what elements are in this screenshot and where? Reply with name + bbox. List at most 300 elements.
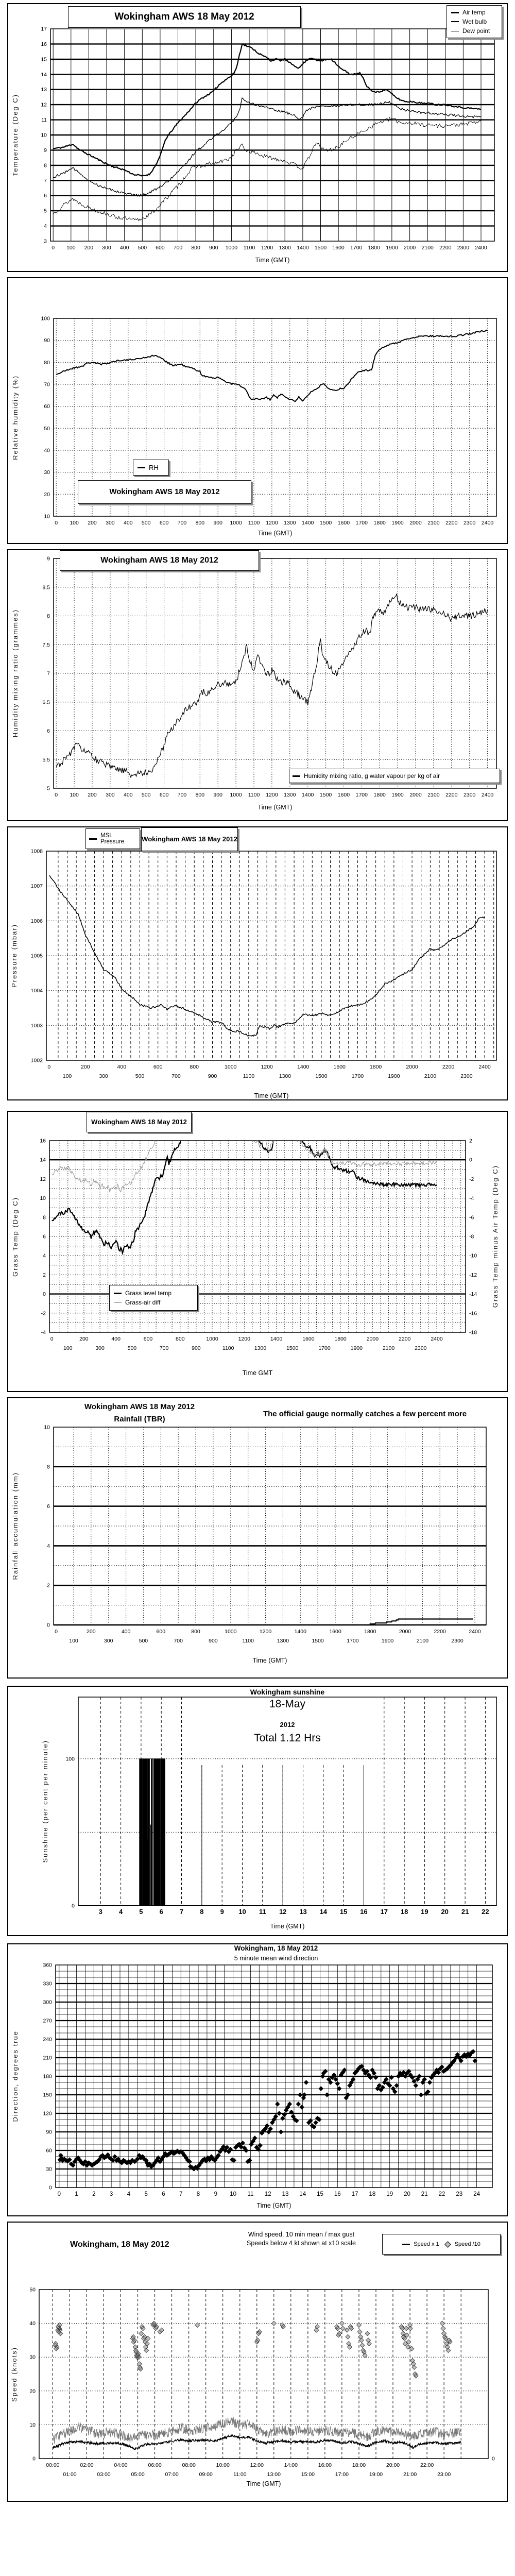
y-axis-title: Speed (knots) (10, 2346, 18, 2402)
svg-text:90: 90 (46, 2129, 52, 2136)
svg-text:16:00: 16:00 (318, 2462, 332, 2468)
sunshine-date: 18-May (133, 1698, 442, 1710)
svg-text:14: 14 (299, 2191, 306, 2197)
svg-text:300: 300 (102, 245, 111, 251)
grass-temp-plot (8, 1112, 507, 1391)
svg-text:1000: 1000 (206, 1336, 218, 1342)
svg-text:300: 300 (99, 1073, 108, 1079)
svg-text:1200: 1200 (266, 520, 278, 526)
svg-text:500: 500 (141, 792, 151, 798)
svg-text:-16: -16 (469, 1310, 477, 1317)
svg-text:1400: 1400 (302, 792, 314, 798)
svg-text:700: 700 (173, 245, 183, 251)
svg-text:2300: 2300 (460, 1073, 473, 1079)
svg-text:0: 0 (57, 2191, 61, 2197)
svg-text:0: 0 (469, 1157, 472, 1163)
svg-text:2000: 2000 (366, 1336, 379, 1342)
legend-label: Grass-air diff (125, 1299, 161, 1306)
x-axis-title: Time (GMT) (258, 530, 293, 537)
svg-text:0: 0 (52, 245, 55, 251)
y2-axis-title: Grass Temp minus Air Temp (Deg C) (491, 1165, 499, 1308)
svg-text:0: 0 (55, 792, 58, 798)
svg-text:800: 800 (191, 1629, 200, 1635)
svg-text:300: 300 (95, 1345, 105, 1351)
svg-text:7.5: 7.5 (42, 641, 50, 648)
svg-text:4: 4 (47, 1543, 50, 1549)
svg-text:18: 18 (400, 1908, 408, 1916)
svg-text:12: 12 (40, 1176, 46, 1182)
svg-text:11:00: 11:00 (233, 2471, 247, 2478)
svg-text:2300: 2300 (457, 245, 470, 251)
svg-text:1400: 1400 (270, 1336, 283, 1342)
svg-text:500: 500 (141, 520, 151, 526)
svg-text:900: 900 (213, 792, 222, 798)
svg-text:6: 6 (47, 1503, 50, 1510)
svg-text:200: 200 (88, 520, 97, 526)
svg-text:16: 16 (41, 41, 47, 47)
y-axis-title: Pressure (mbar) (10, 924, 18, 988)
svg-text:20: 20 (29, 2388, 36, 2395)
svg-text:2100: 2100 (416, 1638, 429, 1644)
chart-title: Wokingham AWS 18 May 2012 (84, 1402, 195, 1411)
svg-text:600: 600 (156, 1629, 166, 1635)
svg-text:5: 5 (44, 208, 47, 214)
svg-text:8.5: 8.5 (42, 584, 50, 591)
svg-text:10: 10 (230, 2191, 236, 2197)
svg-text:900: 900 (213, 520, 222, 526)
svg-text:1100: 1100 (248, 792, 260, 798)
mixing-ratio-line-icon (293, 775, 300, 777)
svg-text:11: 11 (41, 117, 47, 124)
svg-text:1200: 1200 (259, 1629, 272, 1635)
svg-text:17:00: 17:00 (335, 2471, 349, 2478)
svg-text:1003: 1003 (30, 1022, 43, 1029)
svg-text:2000: 2000 (406, 1064, 418, 1070)
svg-text:300: 300 (104, 1638, 113, 1644)
legend-label: Wet bulb (462, 18, 487, 25)
x-axis-title: Time (GMT) (254, 1092, 289, 1099)
svg-text:800: 800 (195, 520, 205, 526)
svg-text:10: 10 (44, 513, 50, 520)
legend (109, 1285, 198, 1311)
svg-text:09:00: 09:00 (199, 2471, 213, 2478)
svg-text:1500: 1500 (315, 1073, 328, 1079)
svg-text:1600: 1600 (337, 792, 350, 798)
legend-label: MSL Pressure (100, 833, 125, 845)
svg-text:600: 600 (143, 1336, 153, 1342)
chart-title: Wokingham AWS 18 May 2012 (68, 6, 301, 28)
svg-text:9: 9 (44, 147, 47, 154)
svg-text:3: 3 (44, 238, 47, 245)
svg-text:700: 700 (177, 520, 187, 526)
svg-text:23:00: 23:00 (437, 2471, 451, 2478)
svg-text:01:00: 01:00 (63, 2471, 77, 2478)
wind-speed-chart (7, 2222, 508, 2502)
sunshine-total: Total 1.12 Hrs (133, 1732, 442, 1744)
svg-text:1400: 1400 (297, 1064, 310, 1070)
svg-text:900: 900 (209, 245, 218, 251)
x-axis-title: Time (GMT) (258, 804, 293, 811)
svg-text:-18: -18 (469, 1329, 477, 1336)
gauge-note: The official gauge normally catches a few percent more (263, 1410, 467, 1418)
svg-text:22: 22 (482, 1908, 489, 1916)
legend (85, 828, 140, 849)
svg-text:13:00: 13:00 (267, 2471, 281, 2478)
svg-text:-4: -4 (41, 1329, 46, 1336)
legend (289, 769, 500, 783)
svg-text:500: 500 (139, 1638, 148, 1644)
legend-item (402, 2241, 444, 2247)
svg-text:8: 8 (43, 1214, 46, 1221)
svg-text:14: 14 (319, 1908, 328, 1916)
mixing-ratio-chart (7, 549, 508, 821)
svg-text:1300: 1300 (284, 520, 296, 526)
svg-text:1900: 1900 (391, 792, 404, 798)
svg-text:1300: 1300 (279, 1073, 291, 1079)
svg-text:40: 40 (29, 2320, 36, 2327)
svg-text:100: 100 (62, 1073, 72, 1079)
svg-text:1000: 1000 (225, 1629, 237, 1635)
svg-text:07:00: 07:00 (165, 2471, 179, 2478)
rh-line-icon (138, 467, 145, 468)
svg-text:17: 17 (351, 2191, 358, 2197)
svg-text:23: 23 (456, 2191, 463, 2197)
svg-text:21:00: 21:00 (403, 2471, 417, 2478)
svg-text:10: 10 (238, 1908, 246, 1916)
svg-text:14: 14 (41, 71, 47, 78)
svg-text:20: 20 (44, 491, 50, 498)
svg-text:4: 4 (127, 2191, 131, 2197)
svg-text:21: 21 (421, 2191, 428, 2197)
svg-text:10: 10 (29, 2421, 36, 2428)
svg-text:10:00: 10:00 (216, 2462, 230, 2468)
x-axis-title: Time (GMT) (246, 2480, 281, 2487)
x-axis-title: Time (GMT) (255, 257, 290, 264)
svg-text:04:00: 04:00 (114, 2462, 128, 2468)
svg-text:2100: 2100 (382, 1345, 395, 1351)
legend-item (447, 8, 502, 17)
svg-text:1900: 1900 (386, 245, 398, 251)
svg-text:240: 240 (43, 2036, 52, 2043)
svg-text:20: 20 (404, 2191, 410, 2197)
svg-text:1004: 1004 (30, 988, 43, 994)
legend-item (289, 769, 500, 783)
svg-text:1900: 1900 (350, 1345, 363, 1351)
svg-text:300: 300 (43, 1999, 52, 2006)
svg-text:2300: 2300 (451, 1638, 464, 1644)
svg-text:0: 0 (55, 1629, 58, 1635)
svg-text:8: 8 (47, 613, 50, 619)
svg-text:5: 5 (144, 2191, 148, 2197)
svg-text:2400: 2400 (481, 792, 494, 798)
svg-text:0: 0 (32, 2455, 36, 2462)
sunshine-year: 2012 (133, 1721, 442, 1728)
svg-text:6: 6 (162, 2191, 165, 2197)
svg-text:2300: 2300 (415, 1345, 427, 1351)
svg-text:13: 13 (41, 87, 47, 93)
svg-text:-2: -2 (41, 1310, 46, 1317)
svg-text:-2: -2 (469, 1176, 474, 1182)
svg-text:18: 18 (369, 2191, 376, 2197)
x-axis-title: Time (GMT) (252, 1657, 287, 1664)
svg-text:8: 8 (200, 1908, 204, 1916)
svg-text:20:00: 20:00 (386, 2462, 400, 2468)
svg-text:2100: 2100 (424, 1073, 437, 1079)
svg-text:05:00: 05:00 (131, 2471, 145, 2478)
svg-text:1200: 1200 (261, 1064, 273, 1070)
svg-text:16: 16 (40, 1138, 46, 1144)
chart-title: Wokingham AWS 18 May 2012 (87, 1112, 192, 1132)
svg-text:60: 60 (44, 403, 50, 410)
svg-text:6: 6 (159, 1908, 163, 1916)
svg-text:16: 16 (334, 2191, 341, 2197)
svg-text:1500: 1500 (314, 245, 327, 251)
svg-text:0: 0 (55, 520, 58, 526)
legend-item (447, 26, 502, 36)
gust-diamond-icon (444, 2241, 451, 2248)
chart-title: Wokingham, 18 May 2012 (127, 1944, 425, 1952)
svg-text:24: 24 (473, 2191, 480, 2197)
legend (133, 460, 169, 476)
legend-label: Dew point (462, 27, 490, 35)
svg-text:300: 300 (106, 792, 115, 798)
svg-text:6.5: 6.5 (42, 699, 50, 706)
svg-text:20: 20 (441, 1908, 449, 1916)
svg-text:2400: 2400 (431, 1336, 443, 1342)
svg-text:2000: 2000 (399, 1629, 411, 1635)
svg-text:7: 7 (47, 670, 50, 677)
grass-temp-chart (7, 1111, 508, 1392)
svg-text:400: 400 (119, 245, 129, 251)
svg-text:360: 360 (43, 1962, 52, 1969)
svg-text:1008: 1008 (30, 848, 43, 855)
temperature-plot (8, 4, 507, 271)
svg-text:2200: 2200 (442, 1064, 455, 1070)
svg-text:1600: 1600 (337, 520, 350, 526)
svg-text:21: 21 (461, 1908, 469, 1916)
svg-text:9: 9 (220, 1908, 224, 1916)
svg-text:700: 700 (174, 1638, 183, 1644)
svg-text:330: 330 (43, 1980, 52, 1987)
svg-text:1100: 1100 (222, 1345, 234, 1351)
svg-text:1000: 1000 (225, 1064, 237, 1070)
svg-text:17: 17 (41, 26, 47, 32)
svg-text:1: 1 (75, 2191, 78, 2197)
svg-text:600: 600 (159, 520, 169, 526)
wind-direction-plot (8, 1944, 507, 2215)
svg-text:3: 3 (109, 2191, 113, 2197)
svg-text:900: 900 (209, 1638, 218, 1644)
pressure-plot (8, 827, 507, 1099)
svg-text:11: 11 (259, 1908, 266, 1916)
svg-text:500: 500 (135, 1073, 145, 1079)
svg-text:2000: 2000 (409, 520, 422, 526)
svg-text:2100: 2100 (427, 792, 440, 798)
sunshine-title: Wokingham sunshine (133, 1688, 442, 1696)
svg-text:12: 12 (264, 2191, 271, 2197)
svg-text:500: 500 (127, 1345, 137, 1351)
chart-title: Wokingham AWS 18 May 2012 (141, 827, 238, 851)
svg-text:12: 12 (41, 101, 47, 108)
svg-text:1800: 1800 (373, 520, 386, 526)
svg-text:1400: 1400 (294, 1629, 306, 1635)
svg-text:2: 2 (47, 1582, 50, 1589)
svg-text:2300: 2300 (464, 520, 476, 526)
svg-text:1800: 1800 (334, 1336, 347, 1342)
chart-subtitle: 5 minute mean wind direction (127, 1955, 425, 1962)
svg-text:900: 900 (208, 1073, 217, 1079)
svg-text:30: 30 (29, 2354, 36, 2361)
svg-text:6: 6 (47, 728, 50, 734)
svg-text:8: 8 (47, 1464, 50, 1470)
svg-text:600: 600 (156, 245, 165, 251)
svg-text:-14: -14 (469, 1291, 477, 1298)
svg-text:700: 700 (159, 1345, 169, 1351)
svg-text:40: 40 (44, 447, 50, 454)
svg-text:1500: 1500 (286, 1345, 299, 1351)
svg-text:4: 4 (44, 223, 47, 230)
svg-text:100: 100 (65, 1756, 75, 1762)
svg-text:22: 22 (438, 2191, 445, 2197)
svg-text:30: 30 (44, 469, 50, 476)
svg-text:15: 15 (41, 56, 47, 63)
svg-text:2100: 2100 (427, 520, 440, 526)
svg-text:13: 13 (282, 2191, 289, 2197)
svg-text:19: 19 (421, 1908, 428, 1916)
svg-text:15:00: 15:00 (301, 2471, 315, 2478)
svg-text:100: 100 (70, 792, 79, 798)
svg-text:1700: 1700 (347, 1638, 359, 1644)
chart-title: Wokingham, 18 May 2012 (70, 2240, 169, 2249)
svg-text:400: 400 (124, 520, 133, 526)
legend-item (110, 1298, 197, 1307)
svg-text:12: 12 (279, 1908, 287, 1916)
svg-text:8: 8 (196, 2191, 200, 2197)
legend (447, 5, 502, 38)
grass-air-diff-line-icon (114, 1302, 122, 1303)
svg-text:2400: 2400 (481, 520, 494, 526)
svg-text:200: 200 (81, 1064, 90, 1070)
y-axis-title: Humidity mixing ratio (grammes) (11, 609, 19, 738)
svg-text:16: 16 (360, 1908, 368, 1916)
svg-text:15: 15 (317, 2191, 323, 2197)
y-axis-title: Relative humidity (%) (11, 375, 19, 460)
svg-text:2200: 2200 (445, 520, 458, 526)
svg-text:1700: 1700 (355, 520, 368, 526)
svg-text:2200: 2200 (399, 1336, 411, 1342)
svg-text:270: 270 (43, 2018, 52, 2024)
sunshine-chart (7, 1686, 508, 1936)
svg-text:500: 500 (138, 245, 147, 251)
svg-text:1900: 1900 (391, 520, 404, 526)
legend-label: RH (149, 464, 159, 471)
svg-text:0: 0 (49, 2184, 52, 2191)
svg-text:1100: 1100 (243, 245, 255, 251)
svg-text:60: 60 (46, 2147, 52, 2154)
svg-text:22:00: 22:00 (420, 2462, 434, 2468)
chart-title: Wokingham AWS 18 May 2012 (78, 480, 251, 504)
svg-text:1400: 1400 (297, 245, 309, 251)
svg-text:03:00: 03:00 (97, 2471, 111, 2478)
temperature-chart (7, 3, 508, 272)
svg-text:1100: 1100 (248, 520, 260, 526)
svg-text:600: 600 (153, 1064, 163, 1070)
speed-line-icon (402, 2244, 410, 2245)
chart-title: Wokingham AWS 18 May 2012 (60, 550, 259, 571)
svg-text:14:00: 14:00 (284, 2462, 298, 2468)
svg-text:18:00: 18:00 (352, 2462, 366, 2468)
svg-text:3: 3 (98, 1908, 102, 1916)
svg-text:1007: 1007 (30, 883, 43, 890)
svg-text:0: 0 (47, 1622, 50, 1629)
svg-text:800: 800 (191, 245, 200, 251)
svg-text:1300: 1300 (284, 792, 296, 798)
svg-text:180: 180 (43, 2073, 52, 2080)
legend-item (86, 829, 140, 849)
legend-item (110, 1289, 197, 1298)
svg-text:900: 900 (192, 1345, 201, 1351)
note-line: Wind speed, 10 min mean / max gust (248, 2231, 355, 2238)
svg-text:4: 4 (43, 1252, 46, 1259)
svg-text:1600: 1600 (302, 1336, 315, 1342)
svg-text:1500: 1500 (319, 792, 332, 798)
rainfall-plot (8, 1398, 507, 1677)
svg-text:6: 6 (44, 193, 47, 199)
svg-text:08:00: 08:00 (182, 2462, 196, 2468)
svg-text:1700: 1700 (351, 1073, 364, 1079)
svg-text:19: 19 (386, 2191, 393, 2197)
svg-text:100: 100 (70, 520, 79, 526)
svg-text:9: 9 (47, 555, 50, 562)
svg-text:400: 400 (124, 792, 133, 798)
svg-text:0: 0 (43, 1291, 46, 1298)
svg-text:2400: 2400 (475, 245, 487, 251)
wet-bulb-line-icon (451, 21, 459, 22)
rainfall-chart (7, 1397, 508, 1679)
chart-subtitle: Rainfall (TBR) (114, 1415, 165, 1423)
svg-text:5: 5 (139, 1908, 143, 1916)
svg-text:300: 300 (106, 520, 115, 526)
legend-item (444, 2241, 480, 2247)
svg-text:9: 9 (214, 2191, 218, 2197)
svg-text:2400: 2400 (478, 1064, 491, 1070)
svg-text:7: 7 (44, 177, 47, 184)
legend-label: Speed x 1 (414, 2241, 439, 2247)
svg-text:1600: 1600 (332, 245, 345, 251)
svg-text:11: 11 (247, 2191, 254, 2197)
svg-text:6: 6 (43, 1233, 46, 1240)
svg-text:00:00: 00:00 (46, 2462, 60, 2468)
svg-text:200: 200 (88, 792, 97, 798)
svg-text:-10: -10 (469, 1252, 477, 1259)
svg-text:1000: 1000 (230, 520, 242, 526)
svg-text:1100: 1100 (243, 1073, 255, 1079)
svg-text:1500: 1500 (312, 1638, 324, 1644)
pressure-chart (7, 826, 508, 1100)
air-temp-line-icon (451, 12, 459, 13)
legend-label: Air temp (462, 9, 486, 16)
svg-text:2200: 2200 (434, 1629, 446, 1635)
svg-text:1800: 1800 (364, 1629, 376, 1635)
x-axis-title: Time (GMT) (270, 1923, 305, 1930)
relative-humidity-chart (7, 277, 508, 544)
svg-text:13: 13 (299, 1908, 307, 1916)
svg-text:700: 700 (171, 1073, 181, 1079)
svg-text:0: 0 (72, 1903, 75, 1909)
svg-text:1700: 1700 (350, 245, 363, 251)
pressure-line-icon (89, 838, 97, 840)
svg-text:10: 10 (44, 1424, 50, 1431)
